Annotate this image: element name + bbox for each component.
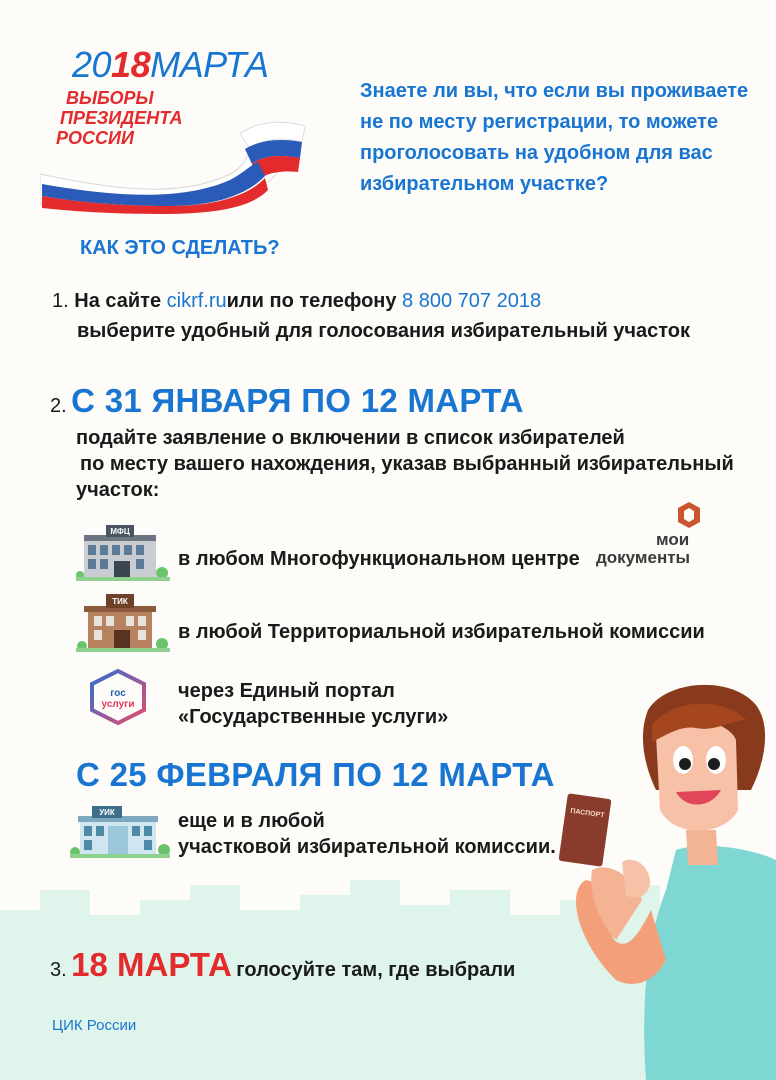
date-logo <box>72 44 268 86</box>
step-2-desc-line-1: подайте заявление о включении в список избирателей <box>76 427 625 449</box>
my-documents-emblem-icon <box>676 500 702 530</box>
option-gosuslugi-text <box>178 678 448 730</box>
date-prefix: 20 <box>72 44 112 85</box>
step-3-date: 18 МАРТА <box>71 946 232 983</box>
option-tik-text: в любой Территориальной избирательной комиссии <box>178 621 705 643</box>
step-2-desc-line-2: по месту вашего нахождения, указав выбранный избирательный <box>80 453 734 475</box>
svg-text:гос: гос <box>110 688 126 699</box>
election-line-1: ВЫБОРЫ <box>66 88 154 108</box>
question-line-1: Знаете ли вы, что если вы проживаете <box>360 80 749 102</box>
step-2-desc-line-3: участок: <box>76 479 160 501</box>
my-documents-line-1: мои <box>656 530 690 549</box>
question-line-4: избирательном участке? <box>360 173 609 195</box>
my-documents-line-2: документы <box>596 548 691 567</box>
step-2-heading: С 31 ЯНВАРЯ ПО 12 МАРТА <box>71 382 524 419</box>
step-1-number: 1. <box>52 290 69 312</box>
voter-character-illustration <box>556 680 776 1080</box>
step-3-text: голосуйте там, где выбрали <box>236 959 516 981</box>
passport-icon <box>558 793 611 866</box>
uik-building-icon <box>70 806 170 860</box>
cikrf-link[interactable]: cikrf.ru <box>166 290 227 312</box>
election-line-2: ПРЕЗИДЕНТА <box>60 108 183 128</box>
step-1-mid: или по телефону <box>226 290 397 312</box>
svg-text:ТИК: ТИК <box>112 597 128 606</box>
how-title: КАК ЭТО СДЕЛАТЬ? <box>80 237 280 259</box>
step-2b-line-1: еще и в любой <box>178 810 325 832</box>
svg-text:услуги: услуги <box>101 699 135 710</box>
step-1-pre: На сайте <box>74 290 162 312</box>
election-line-3: РОССИИ <box>56 128 134 148</box>
step-3-number: 3. <box>50 959 67 981</box>
option-mfc-text: в любом Многофункциональном центре <box>178 548 580 570</box>
tik-building-icon <box>76 592 170 654</box>
step-1-line-2: выберите удобный для голосования избирательный участок <box>77 320 691 342</box>
svg-text:МФЦ: МФЦ <box>110 527 130 536</box>
intro-question <box>360 76 750 200</box>
gosuslugi-logo-icon <box>86 668 150 726</box>
russian-flag-ribbon <box>40 114 310 214</box>
question-line-2: не по месту регистрации, то можете <box>360 111 719 133</box>
phone-number[interactable]: 8 800 707 2018 <box>402 290 542 312</box>
gosuslugi-line-2: «Государственные услуги» <box>178 706 449 728</box>
mfc-building-icon <box>76 523 170 583</box>
question-line-3: проголосовать на удобном для вас <box>360 142 713 164</box>
step-2b-text <box>178 808 556 860</box>
passport-label: ПАСПОРТ <box>569 807 605 820</box>
step-2-number: 2. <box>50 395 67 417</box>
step-2-heading-row <box>50 382 524 420</box>
my-documents-logo <box>596 500 706 580</box>
step-3 <box>50 946 515 984</box>
step-1 <box>52 288 752 344</box>
step-1-line-1 <box>52 288 752 314</box>
step-2-desc <box>76 425 756 503</box>
step-2b-line-2: участковой избирательной комиссии. <box>178 836 556 858</box>
election-logo <box>40 44 340 224</box>
date-month: МАРТА <box>150 44 269 85</box>
gosuslugi-line-1: через Единый портал <box>178 680 395 702</box>
footer-org: ЦИК России <box>52 1017 137 1034</box>
svg-text:УИК: УИК <box>99 808 115 817</box>
step-2b-heading: С 25 ФЕВРАЛЯ ПО 12 МАРТА <box>76 756 555 793</box>
date-number: 18 <box>111 44 151 85</box>
